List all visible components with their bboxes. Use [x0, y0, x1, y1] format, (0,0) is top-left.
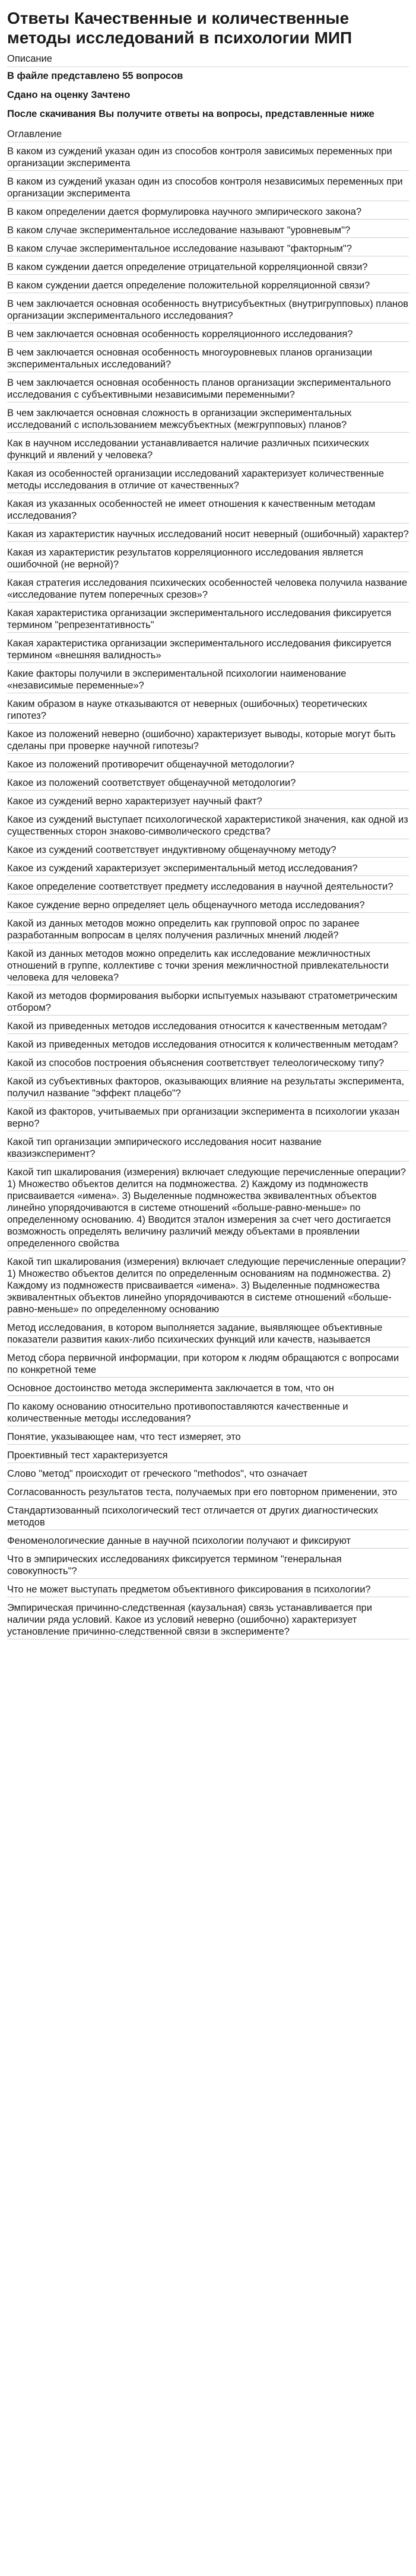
toc-link[interactable]: Какие факторы получили в экспериментальной психологии наименование «независимые переменные»?: [7, 668, 409, 693]
toc-link[interactable]: В каком из суждений указан один из способов контроля зависимых переменных при организации эксперимента: [7, 145, 409, 171]
description-label: Описание: [7, 53, 409, 67]
toc-link[interactable]: Какой тип шкалирования (измерения) включает следующие перечисленные операции? 1) Множество объектов делится по определенным основаниям на подмножества. 2) Каждому из подмножеств присваивается «имена». 3) Выделенные подмножества эквивалентных объектов линейно упорядочиваются в системе отношений «больше-равно-меньше» по определенному основанию: [7, 1256, 409, 1317]
toc-link[interactable]: В каком из суждений указан один из способов контроля независимых переменных при организации эксперимента: [7, 176, 409, 201]
toc-link[interactable]: Какое из положений противоречит общенаучной методологии?: [7, 759, 409, 772]
toc-link[interactable]: Какой тип организации эмпирического исследования носит название квазиэксперимент?: [7, 1136, 409, 1162]
toc-link[interactable]: Какое из положений неверно (ошибочно) характеризует выводы, которые могут быть сделаны при проверке научной гипотезы?: [7, 728, 409, 754]
toc-link[interactable]: Стандартизованный психологический тест отличается от других диагностических методов: [7, 1505, 409, 1530]
toc-link[interactable]: Как в научном исследовании устанавливается наличие различных психических функций и явлений у человека?: [7, 437, 409, 463]
toc-link[interactable]: В чем заключается основная особенность планов организации экспериментального исследования с субъективными независимыми переменными?: [7, 377, 409, 402]
table-of-contents: [7, 145, 409, 1639]
toc-link[interactable]: Какое определение соответствует предмету исследования в научной деятельности?: [7, 881, 409, 894]
toc-link[interactable]: Какая из особенностей организации исследований характеризует количественные методы исследования в отличие от качественных?: [7, 468, 409, 493]
toc-link[interactable]: Какой тип шкалирования (измерения) включает следующие перечисленные операции? 1) Множество объектов делится на подмножества. 2) Каждому из подмножеств присваивается «имена». 3) Выделенные подмножества эквивалентных объектов линейно упорядочиваются в системе отношений «больше-равно-меньше» по определенному основанию. 4) Вводится эталон измерения за счет чего достигается возможность определять величину различий между объектами в проявлении определенного свойства: [7, 1166, 409, 1251]
info-grade: Сдано на оценку Зачтено: [7, 90, 131, 100]
toc-link[interactable]: Что не может выступать предметом объективного фиксирования в психологии?: [7, 1584, 409, 1597]
toc-link[interactable]: В каком определении дается формулировка научного эмпирического закона?: [7, 206, 409, 220]
toc-link[interactable]: Каким образом в науке отказываются от неверных (ошибочных) теоретических гипотез?: [7, 698, 409, 724]
toc-label: Оглавление: [7, 128, 409, 142]
toc-link[interactable]: Согласованность результатов теста, получаемых при его повторном применении, это: [7, 1486, 409, 1500]
toc-link[interactable]: Какая из указанных особенностей не имеет отношения к качественным методам исследования?: [7, 498, 409, 524]
toc-link[interactable]: Какая характеристика организации экспериментального исследования фиксируется термином "репрезентативность": [7, 607, 409, 633]
toc-link[interactable]: Какой из приведенных методов исследования относится к количественным методам?: [7, 1039, 409, 1052]
toc-link[interactable]: Какой из приведенных методов исследования относится к качественным методам?: [7, 1020, 409, 1034]
toc-link[interactable]: По какому основанию относительно противопоставляются качественные и количественные методы исследования?: [7, 1401, 409, 1426]
toc-link[interactable]: В каком случае экспериментальное исследование называют "уровневым"?: [7, 224, 409, 238]
toc-link[interactable]: Метод сбора первичной информации, при котором к людям обращаются с вопросами по конкретной теме: [7, 1352, 409, 1378]
toc-link[interactable]: Какое из суждений характеризует экспериментальный метод исследования?: [7, 862, 409, 876]
page-title: Ответы Качественные и количественные методы исследований в психологии МИП: [7, 9, 353, 47]
toc-link[interactable]: Какое из суждений соответствует индуктивному общенаучному методу?: [7, 844, 409, 858]
toc-link[interactable]: В каком случае экспериментальное исследование называют "факторным"?: [7, 243, 409, 256]
toc-link[interactable]: Основное достоинство метода эксперимента заключается в том, что он: [7, 1382, 409, 1396]
toc-link[interactable]: Слово "метод" происходит от греческого "methodos", что означает: [7, 1468, 409, 1481]
toc-link[interactable]: В чем заключается основная особенность корреляционного исследования?: [7, 328, 409, 342]
toc-link[interactable]: Какое из суждений верно характеризует научный факт?: [7, 795, 409, 809]
info-after-download: После скачивания Вы получите ответы на вопросы, представленные ниже: [7, 109, 374, 119]
toc-link[interactable]: Эмпирическая причинно-следственная (каузальная) связь устанавливается при наличии ряда условий. Какое из условий неверно (ошибочно) характеризует установление причинно-следственной связи в эксперименте?: [7, 1602, 409, 1639]
toc-link[interactable]: Какой из субъективных факторов, оказывающих влияние на результаты эксперимента, получил название "эффект плацебо"?: [7, 1076, 409, 1101]
toc-link[interactable]: В чем заключается основная особенность внутрисубъектных (внутригрупповых) планов организации экспериментального исследования?: [7, 298, 409, 323]
toc-link[interactable]: Какое суждение верно определяет цель общенаучного метода исследования?: [7, 899, 409, 913]
toc-link[interactable]: В чем заключается основная особенность многоуровневых планов организации экспериментальных исследований?: [7, 347, 409, 372]
toc-link[interactable]: Какая стратегия исследования психических особенностей человека получила название «исследование путем поперечных срезов»?: [7, 577, 409, 602]
toc-link[interactable]: Что в эмпирических исследованиях фиксируется термином "генеральная совокупность"?: [7, 1553, 409, 1579]
toc-link[interactable]: Понятие, указывающее нам, что тест измеряет, это: [7, 1431, 409, 1445]
toc-link[interactable]: Метод исследования, в котором выполняется задание, выявляющее объективные показатели развития каких-либо психических функций или качеств, называется: [7, 1322, 409, 1347]
toc-link[interactable]: Какой из факторов, учитываемых при организации эксперимента в психологии указан верно?: [7, 1106, 409, 1131]
toc-link[interactable]: Какое из суждений выступает психологической характеристикой значения, как одной из существенных сторон знаково-символического средства?: [7, 814, 409, 839]
toc-link[interactable]: Какое из положений соответствует общенаучной методологии?: [7, 777, 409, 791]
toc-link[interactable]: Какой из данных методов можно определить как групповой опрос по заранее разработанным вопросам в целях получения различных мнений людей?: [7, 918, 409, 943]
toc-link[interactable]: Какой из способов построения объяснения соответствует телеологическому типу?: [7, 1057, 409, 1071]
toc-link[interactable]: В чем заключается основная сложность в организации экспериментальных исследований с использованием межсубъектных (межгрупповых) планов?: [7, 407, 409, 433]
toc-link[interactable]: Какая из характеристик результатов корреляционного исследования является ошибочной (не верной)?: [7, 547, 409, 572]
toc-link[interactable]: Какая из характеристик научных исследований носит неверный (ошибочный) характер?: [7, 528, 409, 542]
toc-link[interactable]: Какой из данных методов можно определить как исследование межличностных отношений в группе, коллективе с точки зрения межличностной привлекательности человека для человека?: [7, 948, 409, 985]
toc-link[interactable]: Какой из методов формирования выборки испытуемых называют стратометрическим отбором?: [7, 990, 409, 1016]
toc-link[interactable]: В каком суждении дается определение отрицательной корреляционной связи?: [7, 261, 409, 275]
toc-link[interactable]: Проективный тест характеризуется: [7, 1449, 409, 1463]
toc-link[interactable]: В каком суждении дается определение положительной корреляционной связи?: [7, 280, 409, 293]
toc-link[interactable]: Феноменологические данные в научной психологии получают и фиксируют: [7, 1535, 409, 1549]
info-question-count: В файле представлено 55 вопросов: [7, 71, 183, 81]
toc-link[interactable]: Какая характеристика организации экспериментального исследования фиксируется термином «внешняя валидность»: [7, 637, 409, 663]
